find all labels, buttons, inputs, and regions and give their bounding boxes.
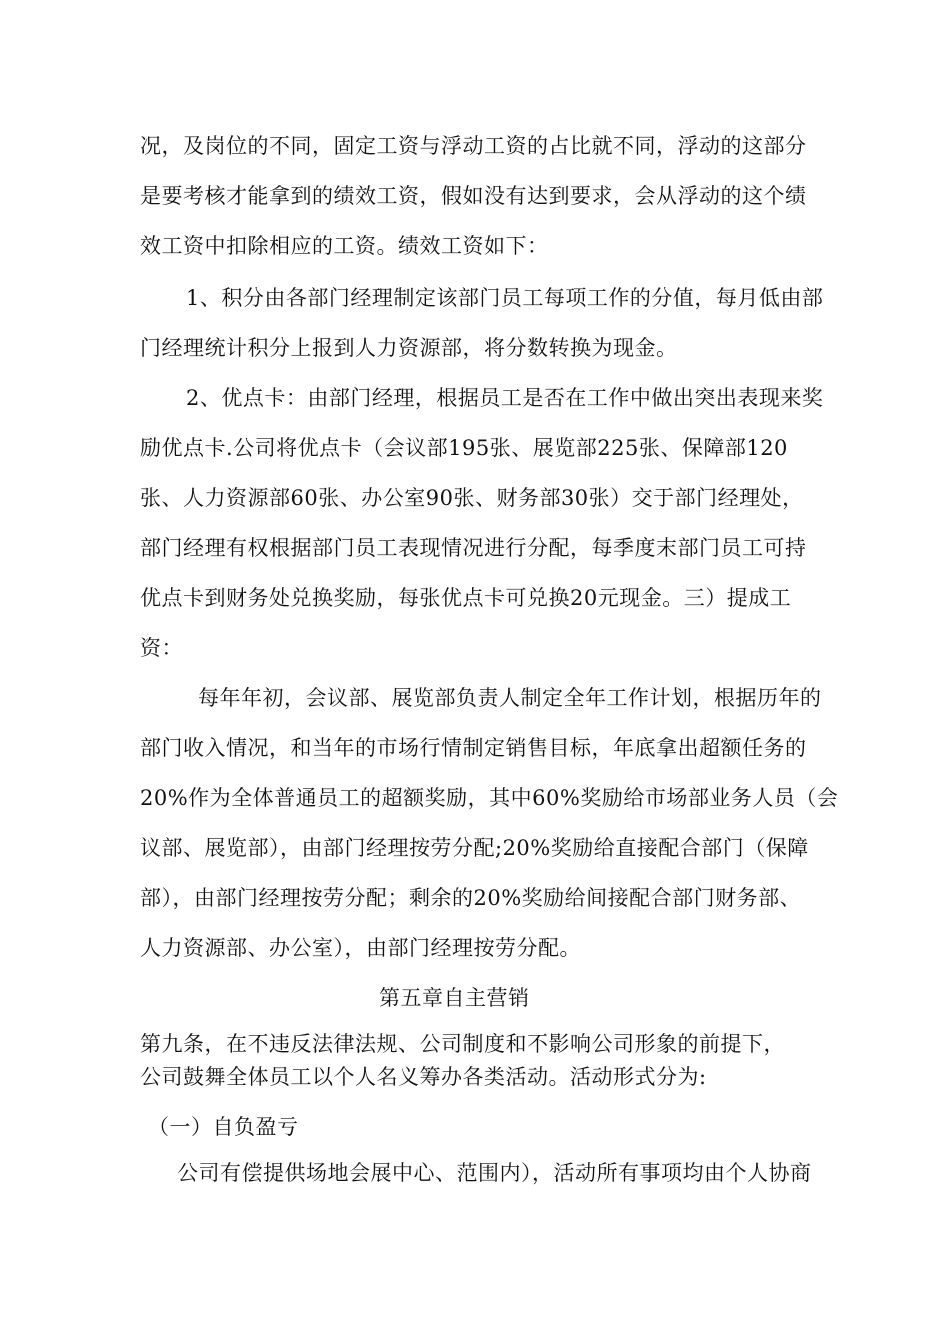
paragraph-line: 效工资中扣除相应的工资。绩效工资如下： bbox=[140, 234, 549, 258]
chapter-heading: 第五章自主营销 bbox=[379, 986, 530, 1010]
list-item: 1、积分由各部门经理制定该部门员工每项工作的分值，每月低由部 bbox=[186, 286, 824, 310]
list-item: 2、优点卡：由部门经理，根据员工是否在工作中做出突出表现来奖 bbox=[186, 386, 824, 410]
paragraph-line: 励优点卡.公司将优点卡（会议部195张、展览部225张、保障部120 bbox=[140, 436, 788, 460]
paragraph-line: 门经理统计积分上报到人力资源部，将分数转换为现金。 bbox=[140, 336, 678, 360]
paragraph-line: 优点卡到财务处兑换奖励，每张优点卡可兑换20元现金。三）提成工 bbox=[140, 586, 792, 610]
paragraph-line: 公司鼓舞全体员工以个人名义筹办各类活动。活动形式分为: bbox=[140, 1065, 707, 1089]
paragraph-line: 议部、展览部），由部门经理按劳分配;20%奖励给直接配合部门（保障 bbox=[140, 836, 809, 860]
paragraph-line: 人力资源部、办公室），由部门经理按劳分配。 bbox=[140, 936, 581, 960]
paragraph-line: 资： bbox=[140, 636, 183, 660]
paragraph-line: 部），由部门经理按劳分配；剩余的20%奖励给间接配合部门财务部、 bbox=[140, 886, 802, 910]
section-heading: （一）自负盈亏 bbox=[148, 1115, 299, 1139]
paragraph-line: 是要考核才能拿到的绩效工资，假如没有达到要求，会从浮动的这个绩 bbox=[140, 184, 807, 208]
paragraph-line: 况，及岗位的不同，固定工资与浮动工资的占比就不同，浮动的这部分 bbox=[140, 134, 807, 158]
paragraph-line: 张、人力资源部60张、办公室90张、财务部30张）交于部门经理处， bbox=[140, 486, 804, 510]
paragraph-line: 部门经理有权根据部门员工表现情况进行分配，每季度末部门员工可持 bbox=[140, 536, 807, 560]
paragraph-line: 每年年初，会议部、展览部负责人制定全年工作计划，根据历年的 bbox=[198, 686, 822, 710]
paragraph-line: 第九条，在不违反法律法规、公司制度和不影响公司形象的前提下， bbox=[140, 1032, 785, 1056]
paragraph-line: 公司有偿提供场地会展中心、范围内），活动所有事项均由个人协商 bbox=[177, 1161, 812, 1185]
paragraph-line: 20%作为全体普通员工的超额奖励，其中60%奖励给市场部业务人员（会 bbox=[140, 786, 839, 810]
paragraph-line: 部门收入情况，和当年的市场行情制定销售目标，年底拿出超额任务的 bbox=[140, 736, 807, 760]
